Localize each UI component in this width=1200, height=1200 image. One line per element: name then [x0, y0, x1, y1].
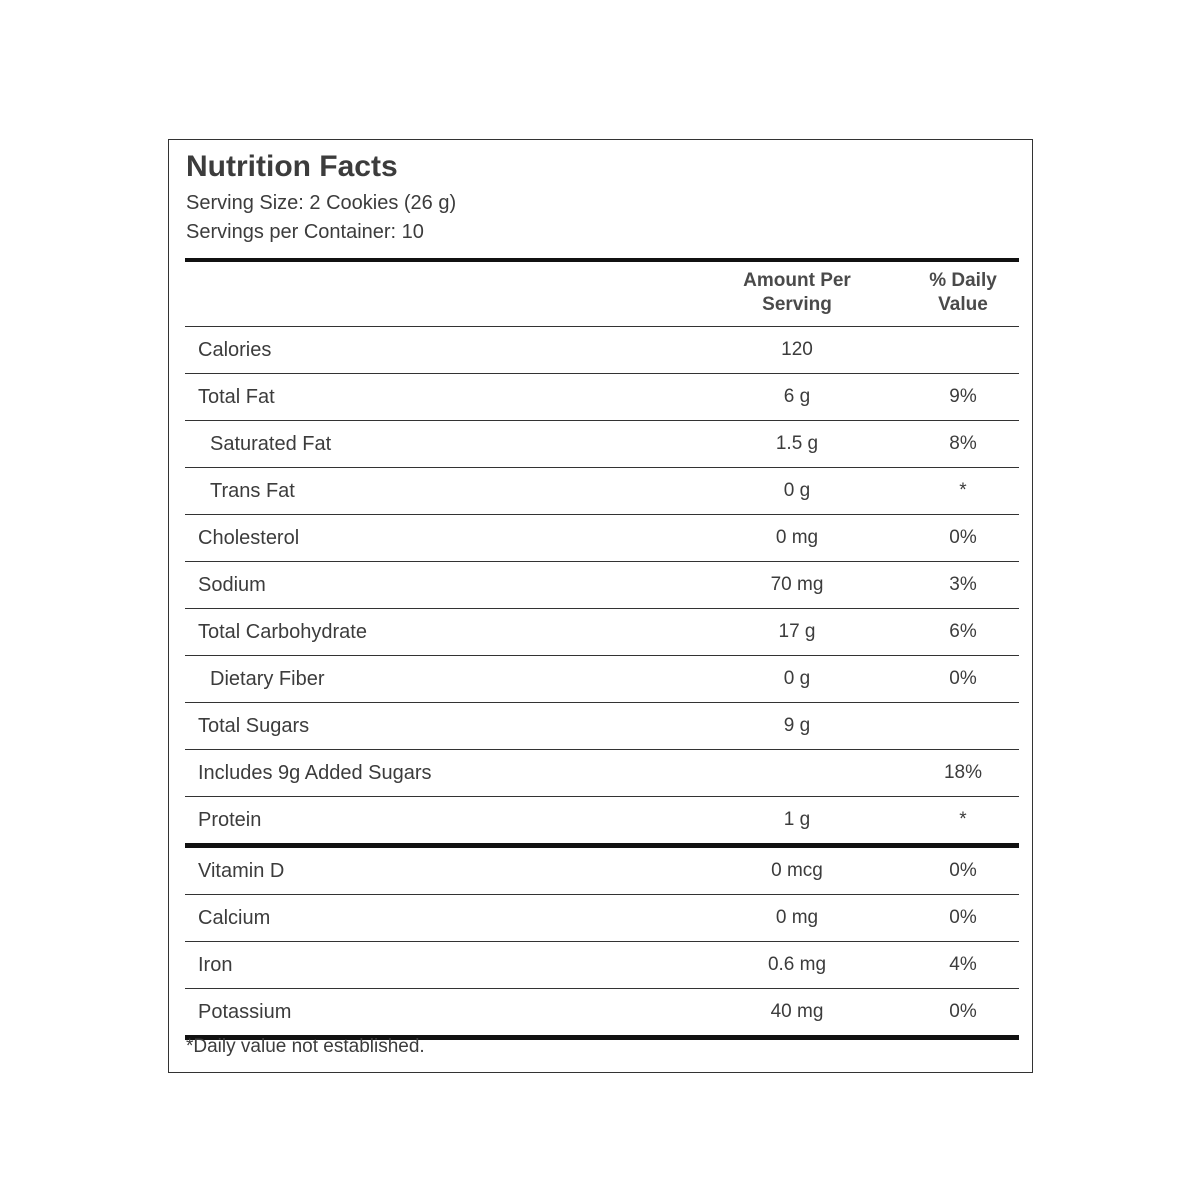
table-row-calories: [185, 327, 1019, 374]
nutrient-name: Total Fat: [198, 386, 275, 408]
nutrient-daily-value: 8%: [949, 433, 977, 454]
nutrient-amount: 17 g: [778, 621, 816, 642]
nutrient-name: Vitamin D: [198, 860, 285, 882]
footnote: *Daily value not established.: [186, 1036, 425, 1057]
nutrient-amount: 0 mg: [775, 527, 819, 548]
nutrient-amount: 1.5 g: [775, 433, 819, 454]
nutrient-name: Trans Fat: [210, 480, 295, 502]
nutrient-name: Dietary Fiber: [210, 668, 325, 690]
nutrient-daily-value: 18%: [943, 762, 983, 783]
nutrient-daily-value: 0%: [949, 907, 977, 928]
table-row-trans-fat: [185, 468, 1019, 515]
nutrient-daily-value: 4%: [949, 954, 977, 975]
table-row-total-carbohydrate: [185, 609, 1019, 656]
table-row-saturated-fat: [185, 421, 1019, 468]
table-row-added-sugars: [185, 750, 1019, 797]
amount-per-serving-header: [717, 269, 877, 317]
serving-size: Serving Size: 2 Cookies (26 g): [186, 192, 457, 214]
nutrient-name: Cholesterol: [198, 527, 300, 549]
servings-per-container: Servings per Container: 10: [186, 221, 424, 243]
daily-value-header: [903, 269, 1023, 317]
table-row-iron: [185, 942, 1019, 989]
nutrient-name: Includes 9g Added Sugars: [198, 762, 432, 784]
nutrient-name: Iron: [198, 954, 233, 976]
table-row-protein: [185, 797, 1019, 848]
nutrient-daily-value: *: [959, 809, 967, 830]
nutrient-amount: 0 mg: [775, 907, 819, 928]
nutrient-amount: 0 mcg: [771, 860, 823, 881]
nutrient-amount: 120: [781, 339, 813, 360]
nutrient-amount: 70 mg: [770, 574, 824, 595]
amount-header-line-2: Serving: [762, 294, 832, 315]
nutrient-daily-value: 0%: [949, 1001, 977, 1022]
nutrient-amount: 40 mg: [770, 1001, 824, 1022]
table-row-calcium: [185, 895, 1019, 942]
nutrient-daily-value: *: [959, 480, 967, 501]
nutrient-daily-value: 9%: [949, 386, 977, 407]
nutrition-facts-label: [168, 139, 1033, 1073]
table-row-total-fat: [185, 374, 1019, 421]
nutrient-amount: 9 g: [783, 715, 811, 736]
nutrient-amount: 6 g: [783, 386, 811, 407]
table-row-cholesterol: [185, 515, 1019, 562]
nutrient-daily-value: 3%: [949, 574, 977, 595]
nutrient-name: Calories: [198, 339, 272, 361]
nutrient-amount: 0 g: [783, 668, 811, 689]
dv-header-line-1: % Daily: [929, 270, 997, 291]
nutrient-name: Calcium: [198, 907, 271, 929]
nutrient-name: Sodium: [198, 574, 266, 596]
amount-header-line-1: Amount Per: [743, 270, 851, 291]
nutrient-daily-value: 0%: [949, 527, 977, 548]
table-row-dietary-fiber: [185, 656, 1019, 703]
nutrient-amount: 0.6 mg: [767, 954, 827, 975]
label-title: Nutrition Facts: [186, 150, 398, 183]
table-row-potassium: [185, 989, 1019, 1040]
nutrient-daily-value: 0%: [949, 860, 977, 881]
nutrient-name: Saturated Fat: [210, 433, 332, 455]
nutrient-daily-value: 0%: [949, 668, 977, 689]
table-row-total-sugars: [185, 703, 1019, 750]
nutrient-name: Total Sugars: [198, 715, 310, 737]
table-header: [185, 262, 1019, 327]
table-row-sodium: [185, 562, 1019, 609]
nutrient-name: Total Carbohydrate: [198, 621, 367, 643]
dv-header-line-2: Value: [938, 294, 988, 315]
nutrient-name: Potassium: [198, 1001, 292, 1023]
nutrient-name: Protein: [198, 809, 262, 831]
nutrient-daily-value: 6%: [949, 621, 977, 642]
nutrient-amount: 0 g: [783, 480, 811, 501]
table-row-vitamin-d: [185, 848, 1019, 895]
nutrient-amount: 1 g: [783, 809, 811, 830]
nutrient-table: [185, 262, 1019, 1040]
